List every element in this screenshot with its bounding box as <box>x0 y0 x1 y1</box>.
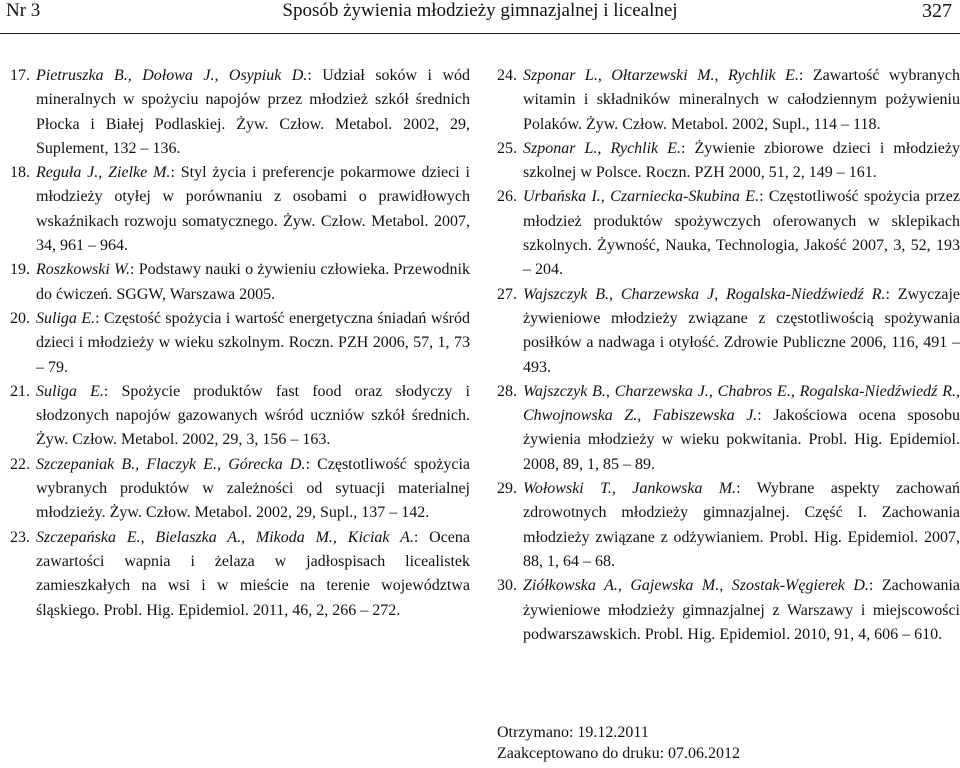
reference-number: 17. <box>10 67 30 84</box>
reference-authors: Suliga E. <box>36 309 96 327</box>
reference-authors: Urbańska I., Czarniecka-Skubina E. <box>523 188 760 206</box>
reference-item <box>497 185 960 282</box>
reference-number: 19. <box>10 261 30 279</box>
reference-text: : Spożycie produktów fast food oraz słodyczy i słodzonych napojów gazowanych wśród uczniów szkół średnich. Żyw. Człow. Metabol. 2002, 29, 3, 156 – 163. <box>36 382 470 449</box>
reference-authors: Ziółkowska A., Gajewska M., Szostak-Węgierek D. <box>523 577 869 595</box>
reference-item <box>497 64 960 137</box>
reference-authors: Wajszczyk B., Charzewska J., Chabros E., Rogalska-Niedźwiedź R., Chwojnowska Z., Fabiszewska J. <box>523 382 960 425</box>
header-rule <box>0 33 960 34</box>
reference-item <box>497 574 960 647</box>
reference-item <box>497 283 960 380</box>
reference-item <box>497 380 960 477</box>
reference-text: : Zawartość wybranych witamin i składników mineralnych w całodziennym pożywieniu Polaków. Żyw. Człow. Metabol. 2002, Supl., 114 – 118. <box>523 67 960 133</box>
reference-text: : Udział soków i wód mineralnych w spożyciu napojów przez młodzież szkół średnich Płocka i Białej Podlaskiej. Żyw. Człow. Metabol. 2002, 29, Suplement, 132 – 136. <box>36 67 471 157</box>
reference-item <box>10 453 470 526</box>
reference-number: 30. <box>497 577 517 595</box>
reference-authors: Szczepaniak B., Flaczyk E., Górecka D. <box>36 455 306 473</box>
reference-number: 24. <box>497 67 517 84</box>
reference-item <box>10 526 470 623</box>
page-number: 327 <box>922 0 952 22</box>
reference-item <box>10 64 470 161</box>
reference-number: 28. <box>497 382 517 400</box>
accepted-date: Zaakceptowano do druku: 07.06.2012 <box>497 745 741 762</box>
reference-text: : Styl życia i preferencje pokarmowe dzieci i młodzieży otyłej w porównaniu z osobami o prawidłowych wskaźnikach rozwoju somatycznego. Żyw. Człow. Metabol. 2007, 34, 961 – 964. <box>36 164 471 255</box>
reference-text: : Ocena zawartości wapnia i żelaza w jadłospisach licealistek zamieszkałych na wsi i w mieście na terenie województwa śląskiego. Probl. Hig. Epidemiol. 2011, 46, 2, 266 – 272. <box>36 528 470 619</box>
reference-text: : Częstość spożycia i wartość energetyczna śniadań wśród dzieci i młodzieży w wieku szkolnym. Roczn. PZH 2006, 57, 1, 73 – 79. <box>36 309 470 376</box>
reference-text: : Żywienie zbiorowe dzieci i młodzieży szkolnej w Polsce. Roczn. PZH 2000, 51, 2, 149 – 161. <box>523 139 960 182</box>
reference-authors: Pietruszka B., Dołowa J., Osypiuk D. <box>36 67 308 84</box>
running-title: Sposób żywienia młodzieży gimnazjalnej i licealnej <box>282 0 678 21</box>
reference-authors: Szponar L., Ołtarzewski M., Rychlik E. <box>523 67 799 84</box>
reference-number: 20. <box>10 309 30 327</box>
reference-authors: Szponar L., Rychlik E. <box>523 139 681 157</box>
reference-text: : Zachowania żywieniowe młodzieży gimnazjalnej z Warszawy i miejscowości podwarszawskich. Probl. Hig. Epidemiol. 2010, 91, 4, 606 – 610. <box>523 577 960 643</box>
references-right-column <box>497 64 960 647</box>
reference-authors: Wołowski T., Jankowska M. <box>523 480 737 498</box>
reference-authors: Suliga E. <box>36 382 104 400</box>
reference-item <box>10 161 470 258</box>
reference-number: 18. <box>10 164 30 182</box>
reference-number: 21. <box>10 382 30 400</box>
references-left-column <box>10 64 470 623</box>
reference-item <box>497 137 960 186</box>
reference-item <box>10 258 470 307</box>
reference-text: : Wybrane aspekty zachowań zdrowotnych młodzieży gimnazjalnej. Część I. Zachowania młodzieży związane z odżywianiem. Probl. Hig. Epidemiol. 2007, 88, 1, 64 – 68. <box>523 480 960 570</box>
reference-item <box>10 307 470 380</box>
reference-authors: Szczepańska E., Bielaszka A., Mikoda M., Kiciak A. <box>36 528 414 546</box>
reference-number: 23. <box>10 528 30 546</box>
received-date: Otrzymano: 19.12.2011 <box>497 724 649 741</box>
reference-text: : Częstotliwość spożycia przez młodzież produktów spożywczych oferowanych w sklepikach szkolnych. Żywność, Nauka, Technologia, Jakość 2007, 3, 52, 193 – 204. <box>523 188 960 279</box>
reference-number: 29. <box>497 480 517 498</box>
reference-item <box>497 477 960 574</box>
reference-number: 26. <box>497 188 517 206</box>
reference-number: 22. <box>10 455 30 473</box>
reference-authors: Wajszczyk B., Charzewska J, Rogalska-Niedźwiedź R. <box>523 285 886 303</box>
reference-text: : Częstotliwość spożycia wybranych produktów w zależności od sytuacji materialnej młodzieży. Żyw. Człow. Metabol. 2002, 29, Supl., 137 – 142. <box>36 455 471 522</box>
reference-number: 25. <box>497 139 517 157</box>
reference-text: : Zwyczaje żywieniowe młodzieży związane z częstotliwością spożywania posiłków a nadwaga i otyłość. Zdrowie Publiczne 2006, 116, 491 – 493. <box>523 285 960 376</box>
reference-authors: Reguła J., Zielke M. <box>36 164 171 182</box>
reference-text: : Jakościowa ocena sposobu żywienia młodzieży w wieku pokwitania. Probl. Hig. Epidemiol. 2008, 89, 1, 85 – 89. <box>523 407 960 473</box>
reference-number: 27. <box>497 285 517 303</box>
reference-text: : Podstawy nauki o żywieniu człowieka. Przewodnik do ćwiczeń. SGGW, Warszawa 2005. <box>36 261 470 303</box>
submission-dates <box>497 722 740 764</box>
reference-item <box>10 380 470 453</box>
reference-authors: Roszkowski W. <box>36 261 130 279</box>
journal-issue: Nr 3 <box>6 0 41 21</box>
